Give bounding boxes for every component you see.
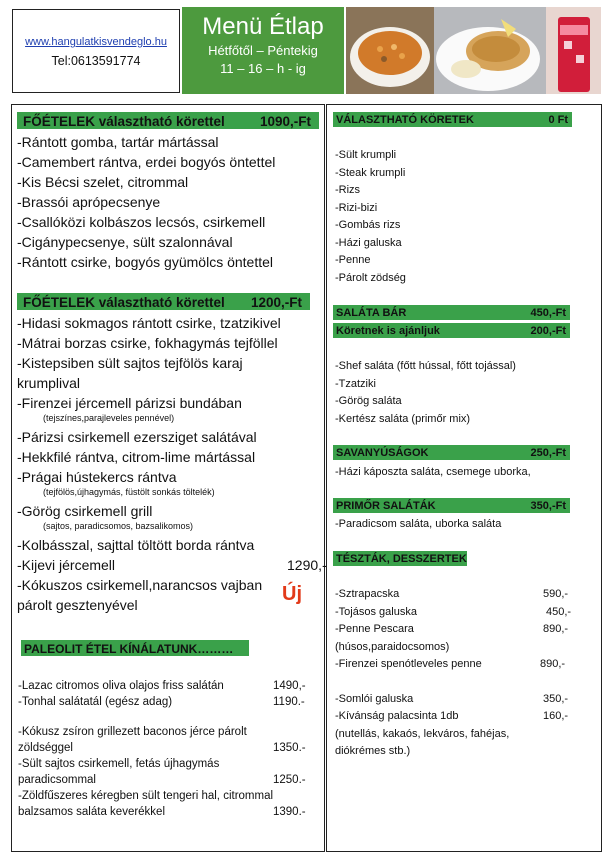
food-photos — [346, 7, 601, 94]
fo2-list — [17, 313, 327, 615]
list-item: -Sült krumpli — [335, 149, 397, 161]
item-label: paradicsommal — [18, 774, 96, 786]
menu-item: -Hidasi sokmagos rántott csirke, tzatzikivel — [17, 315, 281, 331]
item-label: (húsos,paraidocsomos) — [335, 640, 450, 653]
koretek-price: 0 Ft — [548, 114, 568, 126]
list-item: -Rizi-bizi — [335, 201, 378, 214]
paleo-row — [18, 804, 306, 820]
menu-item: -Csallóközi kolbászos lecsós, csirkemell — [17, 214, 266, 230]
savanyu-title: SAVANYÚSÁGOK — [336, 447, 429, 459]
tesztak-title: TÉSZTÁK, DESSZERTEK — [336, 553, 467, 565]
drink-photo — [546, 7, 601, 94]
koretnek-list — [335, 358, 516, 428]
list-item — [335, 708, 569, 726]
item-price: 1350.- — [273, 742, 306, 754]
fo1-title: FŐÉTELEK választható körettel — [23, 114, 225, 129]
menu-item: -Camembert rántva, erdei bogyós öntettel — [17, 154, 276, 170]
item-price: 590,- — [543, 588, 569, 600]
paleo-row — [18, 678, 306, 694]
koretek-list — [335, 147, 406, 287]
menu-item: -Kistepsiben sült sajtos tejfölös karaj — [17, 355, 243, 371]
tesztak-list — [335, 586, 572, 761]
koretnek-title: Köretnek is ajánljuk — [336, 325, 440, 337]
list-item — [335, 586, 569, 604]
item-price: 450,- — [546, 605, 572, 618]
primor-price: 350,-Ft — [530, 500, 566, 512]
list-item: -Steak krumpli — [335, 166, 406, 179]
tesztak-header — [333, 551, 467, 568]
list-item — [335, 621, 569, 639]
fo2-header — [17, 293, 310, 312]
item-price: 1490,- — [273, 680, 306, 692]
menu-item-kijevi — [17, 555, 327, 575]
list-item: -Shef saláta (főtt hússal, főtt tojással) — [335, 360, 516, 372]
list-item: -Paradicsom saláta, uborka saláta — [335, 518, 502, 530]
item-label: -Kívánság palacsinta 1db — [335, 710, 459, 722]
primor-title: PRIMŐR SALÁTÁK — [336, 500, 436, 512]
menu-item: -Kolbásszal, sajttal töltött borda rántva — [17, 537, 255, 553]
fo2-title: FŐÉTELEK választható körettel — [23, 295, 225, 310]
item-label: -Zöldfűszeres kéregben sült tengeri hal, citrommal — [18, 790, 274, 802]
item-label: -Lazac citromos oliva olajos friss salátán — [18, 680, 224, 692]
item-price: 1190.- — [273, 696, 305, 708]
list-item — [335, 726, 509, 744]
salata-bar-header — [333, 305, 570, 322]
list-item — [335, 639, 509, 657]
koretek-title: VÁLASZTHATÓ KÖRETEK — [336, 114, 474, 126]
koretnek-header — [333, 323, 570, 340]
savanyu-list — [335, 464, 531, 482]
list-item: -Görög saláta — [335, 395, 402, 407]
menu-title: Menü Étlap — [202, 13, 324, 40]
item-price: 890,- — [540, 658, 566, 670]
spacer — [335, 674, 509, 691]
menu-item: -Mátrai borzas csirke, fokhagymás tejföllel — [17, 335, 278, 351]
paleo-row — [18, 772, 306, 788]
salata-bar-title: SALÁTA BÁR — [336, 307, 407, 319]
schnitzel-photo — [434, 7, 546, 94]
menu-item: -Rántott csirke, bogyós gyümölcs öntettel — [17, 254, 274, 270]
list-item: -Penne — [335, 254, 371, 266]
koretek-header — [333, 112, 572, 129]
primor-list — [335, 516, 501, 534]
item-label: -Somlói galuska — [335, 692, 414, 705]
item-price: 890,- — [543, 623, 569, 635]
list-item: -Kertész saláta (primőr mix) — [335, 412, 471, 425]
menu-note: (sajtos, paradicsomos, bazsalikomos) — [43, 521, 194, 531]
menu-item: -Firenzei jércemell párizsi bundában — [17, 395, 242, 411]
list-item: -Párolt zödség — [335, 271, 406, 284]
menu-item: -Görög csirkemell grill — [17, 503, 153, 519]
menu-header — [182, 7, 344, 94]
list-item: -Gombás rizs — [335, 219, 401, 231]
item-price: 1250.- — [273, 774, 306, 786]
paleo-row — [18, 788, 273, 804]
list-item: -Házi galuska — [335, 236, 402, 249]
item-label: -Sült sajtos csirkemell, fetás újhagymás — [18, 758, 220, 770]
list-item: -Rizs — [335, 184, 361, 196]
fo1-header — [17, 112, 319, 131]
item-label: -Firenzei spenótleveles penne — [335, 658, 482, 670]
menu-item: párolt gesztenyével — [17, 597, 138, 613]
menu-note: (tejszínes,parajleveles pennével) — [43, 413, 175, 423]
item-label: balzsamos saláta keverékkel — [18, 806, 166, 818]
menu-item: krumplival — [17, 375, 81, 391]
fo1-list — [17, 132, 275, 272]
paleo-title: PALEOLIT ÉTEL KÍNÁLATUNK……… — [24, 642, 234, 656]
item-label: -Penne Pescara — [335, 623, 414, 635]
salata-bar-price: 450,-Ft — [530, 307, 566, 319]
item-label: -Tojásos galuska — [335, 605, 417, 618]
contact-box — [12, 9, 180, 93]
item-label: (nutellás, kakaós, lekváros, fahéjas, — [335, 727, 510, 740]
item-price: 350,- — [543, 692, 569, 705]
fo2-price: 1200,-Ft — [250, 295, 302, 310]
primor-header — [333, 498, 570, 515]
paleo-row — [18, 740, 306, 756]
menu-item: -Prágai hústekercs rántva — [17, 469, 177, 485]
menu-note: (tejfölös,újhagymás, füstölt sonkás töltelék) — [43, 487, 215, 497]
paleo-row — [18, 724, 273, 740]
menu-item: -Brassói aprópecsenye — [17, 194, 161, 210]
item-label: -Sztrapacska — [335, 588, 400, 600]
paleo-header — [21, 640, 249, 658]
item-price: 1390.- — [273, 806, 306, 818]
list-item: -Házi káposzta saláta, csemege uborka, — [335, 466, 531, 478]
spacer — [18, 710, 273, 724]
item-label: zöldséggel — [18, 742, 73, 754]
paleo-row — [18, 694, 305, 710]
item-label: -Tonhal salátatál (egész adag) — [18, 696, 173, 708]
website-link[interactable]: www.hangulatkisvendeglo.hu — [25, 36, 167, 48]
menu-item: -Párizsi csirkemell ezersziget salátával — [17, 429, 257, 445]
savanyu-header — [333, 445, 570, 462]
list-item: -Tzatziki — [335, 377, 376, 390]
list-item — [335, 743, 509, 761]
list-item — [335, 604, 572, 622]
koretnek-price: 200,-Ft — [530, 325, 566, 337]
soup-photo — [346, 7, 434, 94]
phone-number: Tel:0613591774 — [51, 54, 141, 68]
paleo-row — [18, 756, 273, 772]
savanyu-price: 250,-Ft — [530, 447, 566, 459]
item-label: diókrémes stb.) — [335, 745, 411, 757]
menu-days: Hétfőtől – Péntekig — [208, 43, 318, 58]
list-item — [335, 691, 569, 709]
list-item — [335, 656, 566, 674]
kijevi-price: 1290,- — [287, 557, 327, 573]
menu-item: -Rántott gomba, tartár mártással — [17, 134, 219, 150]
menu-item: -Hekkfilé rántva, citrom-lime mártással — [17, 449, 256, 465]
menu-hours: 11 – 16 – h - ig — [220, 61, 306, 76]
new-badge: Új — [282, 583, 302, 605]
menu-item: -Kis Bécsi szelet, citrommal — [17, 174, 189, 190]
paleo-list — [18, 678, 306, 820]
menu-item-label: -Kijevi jércemell — [17, 557, 116, 573]
menu-item: -Kókuszos csirkemell,narancsos vajban — [17, 577, 263, 593]
item-price: 160,- — [543, 710, 569, 722]
fo1-price: 1090,-Ft — [259, 114, 311, 129]
item-label: -Kókusz zsíron grillezett baconos jérce párolt — [18, 726, 247, 738]
menu-item: -Cigánypecsenye, sült szalonnával — [17, 234, 233, 250]
